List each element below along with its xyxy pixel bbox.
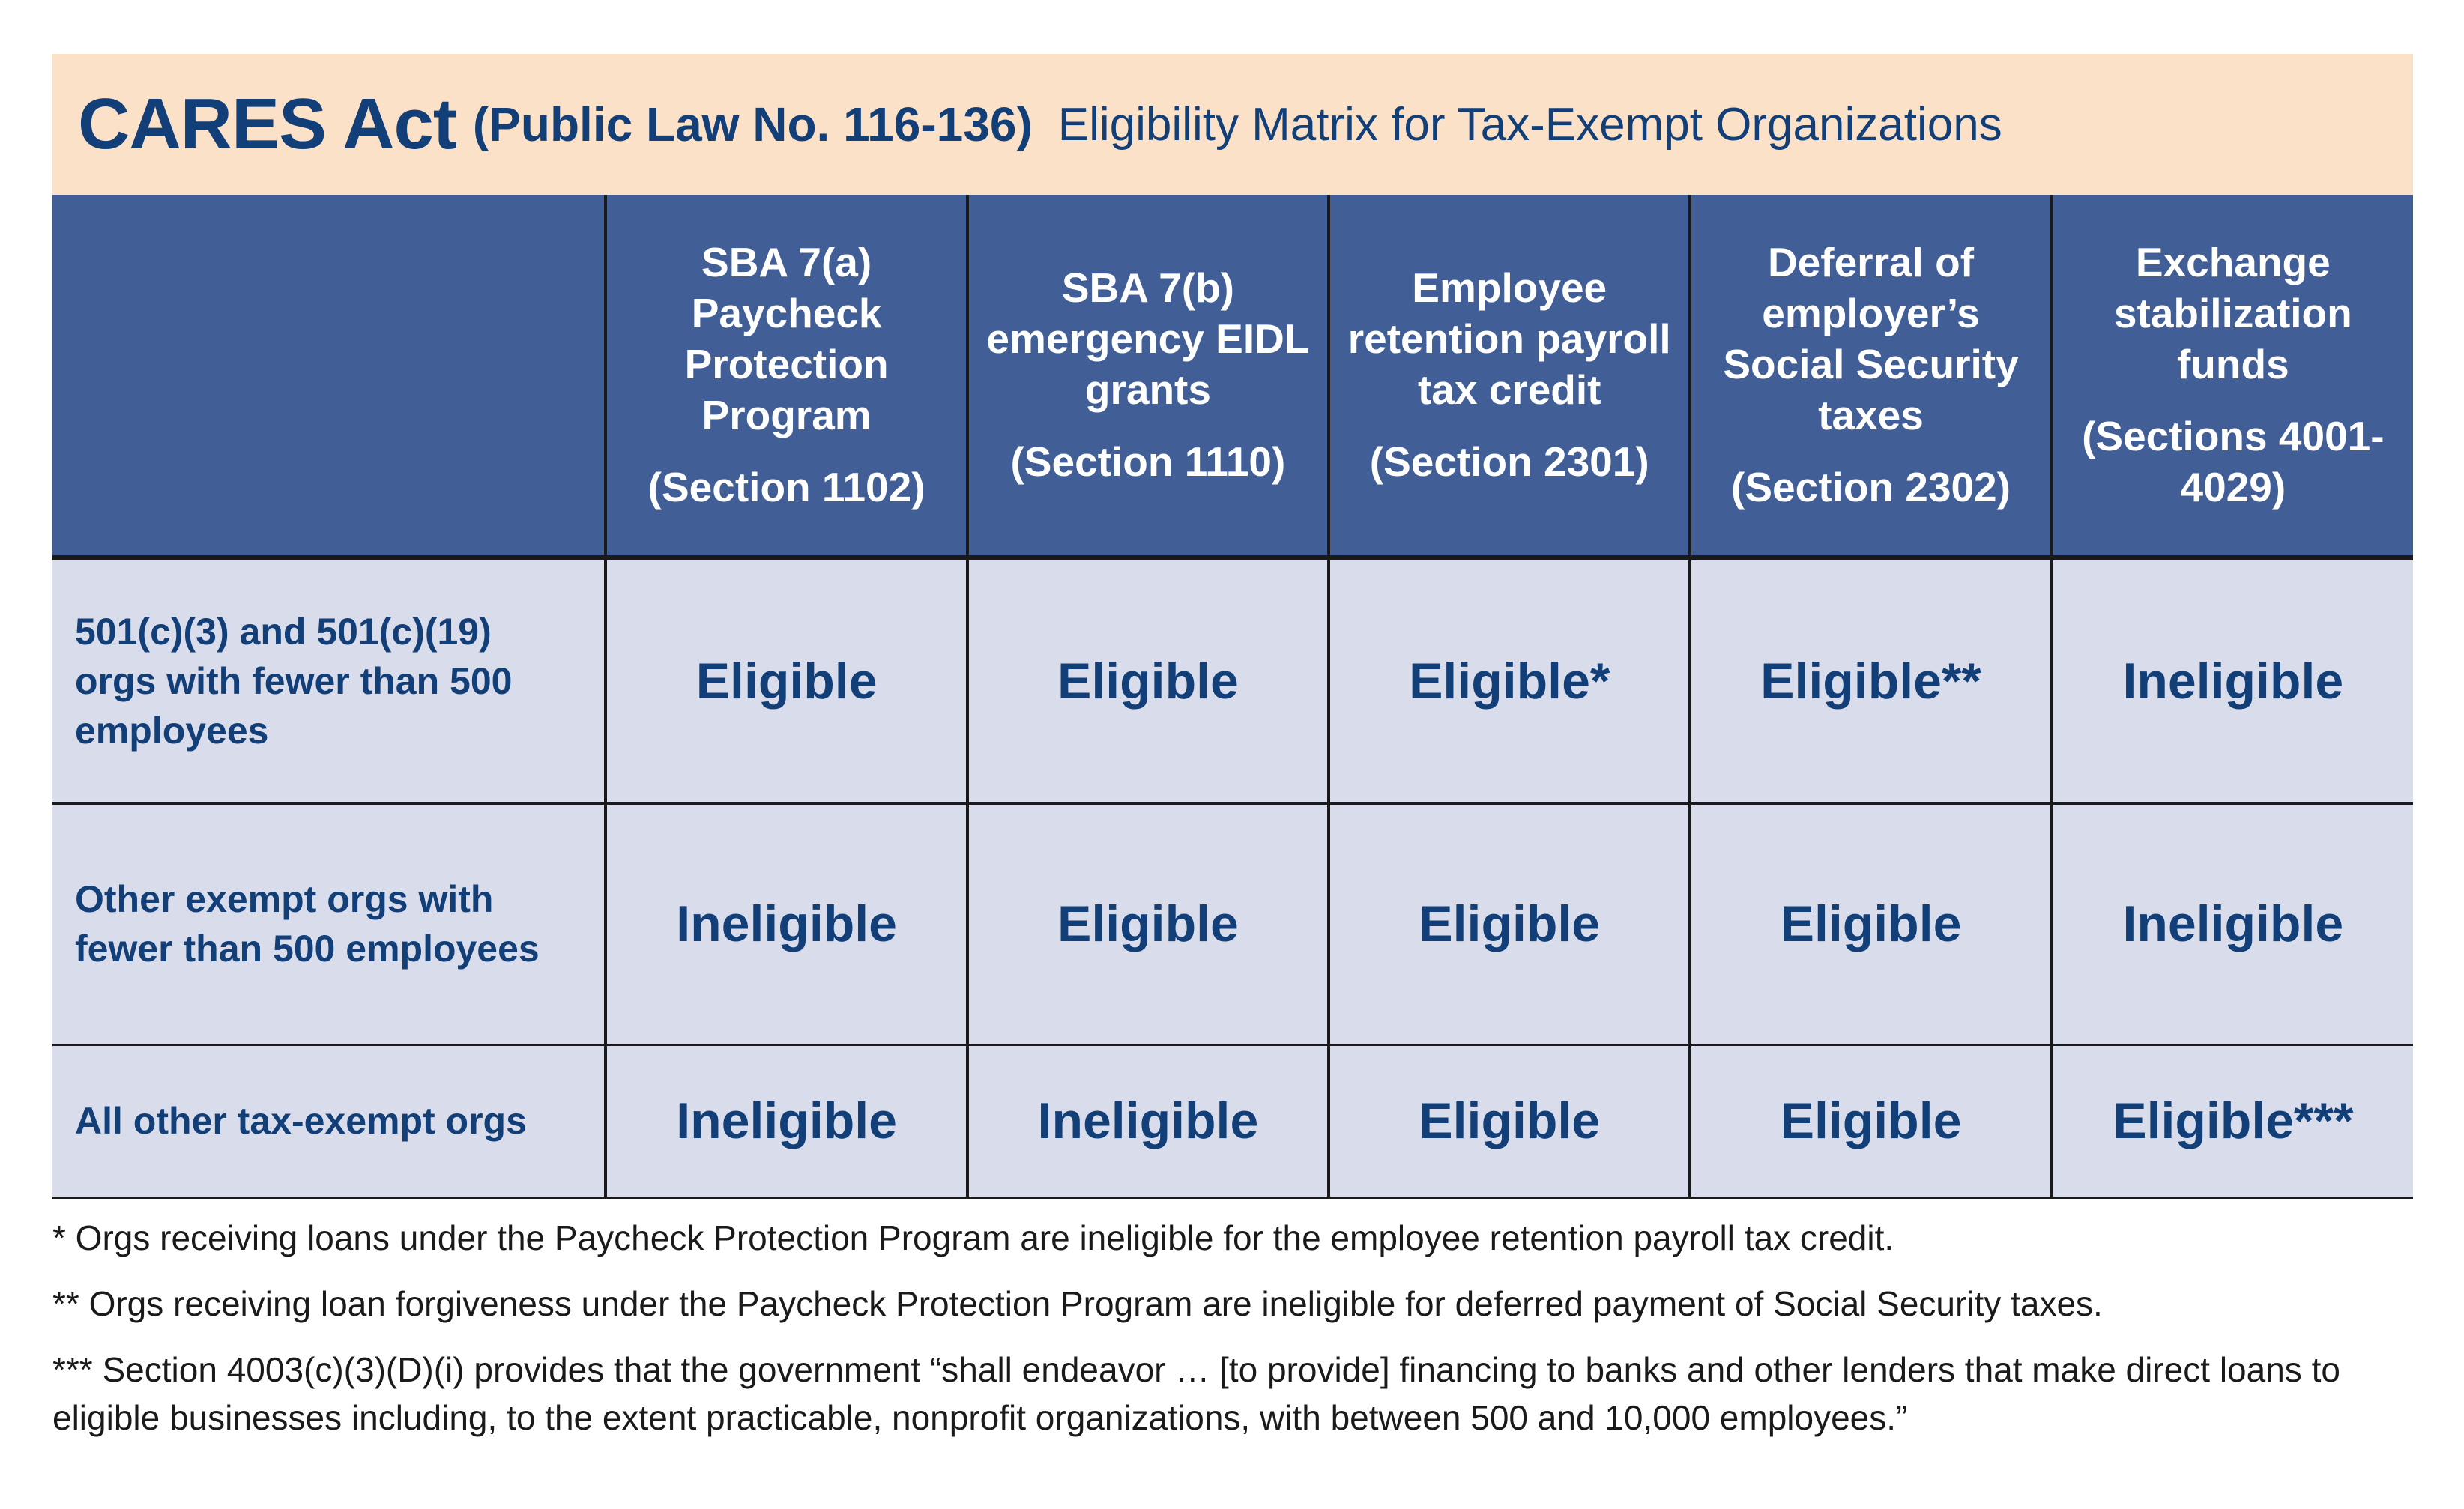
col-label: Employee retention payroll tax credit [1347, 264, 1671, 414]
col-header-retention-credit [1329, 195, 1690, 557]
eligibility-cell: Ineligible [2052, 557, 2413, 803]
header-row [52, 195, 2413, 557]
col-header-eidl [967, 195, 1329, 557]
title-subtitle: Eligibility Matrix for Tax-Exempt Organizations [1057, 98, 2002, 151]
eligibility-cell: Ineligible [606, 1044, 967, 1197]
table-row [52, 803, 2413, 1044]
eligibility-cell: Ineligible [2052, 803, 2413, 1044]
footnotes [52, 1214, 2413, 1460]
eligibility-cell: Eligible [1690, 803, 2051, 1044]
col-label: Exchange stabilization funds [2113, 239, 2352, 388]
col-label: Deferral of employer’s Social Security taxes [1723, 239, 2019, 439]
eligibility-cell: Eligible [967, 803, 1329, 1044]
footnote: *** Section 4003(c)(3)(D)(i) provides that the government “shall endeavor … [to provide] financing to banks and other lenders that make direct loans to eligible businesses including, to the extent practicable, nonprofit organizations, with between 500 and 10,000 employees.” [52, 1350, 2340, 1437]
table-row [52, 557, 2413, 803]
eligibility-cell: Eligible [1329, 803, 1690, 1044]
eligibility-cell: Ineligible [967, 1044, 1329, 1197]
col-section: (Sections 4001-4029) [2082, 413, 2385, 511]
col-section: (Section 1102) [647, 464, 925, 511]
title-main: CARES Act [78, 84, 456, 164]
col-header-exchange-funds [2052, 195, 2413, 557]
footnote: ** Orgs receiving loan forgiveness under the Paycheck Protection Program are ineligible for deferred payment of Social Security taxes. [52, 1284, 2103, 1323]
footnote: * Orgs receiving loans under the Paycheck Protection Program are ineligible for the employee retention payroll tax credit. [52, 1218, 1894, 1257]
header-corner [52, 195, 606, 557]
title-law: (Public Law No. 116-136) [472, 97, 1033, 151]
eligibility-cell: Eligible [1329, 1044, 1690, 1197]
col-label: SBA 7(b) emergency EIDL grants [986, 264, 1310, 414]
eligibility-cell: Eligible* [1329, 557, 1690, 803]
eligibility-cell: Eligible** [1690, 557, 2051, 803]
eligibility-cell: Eligible [606, 557, 967, 803]
title-banner [52, 54, 2413, 195]
col-header-ss-deferral [1690, 195, 2051, 557]
col-header-ppp [606, 195, 967, 557]
row-label: All other tax-exempt orgs [52, 1044, 606, 1197]
eligibility-cell: Eligible [967, 557, 1329, 803]
col-section: (Section 1110) [1010, 438, 1286, 486]
col-section: (Section 2302) [1731, 464, 2011, 511]
eligibility-cell: Ineligible [606, 803, 967, 1044]
eligibility-cell: Eligible [1690, 1044, 2051, 1197]
row-label: Other exempt orgs with fewer than 500 employees [52, 803, 606, 1044]
eligibility-cell: Eligible*** [2052, 1044, 2413, 1197]
row-label: 501(c)(3) and 501(c)(19) orgs with fewer than 500 employees [52, 557, 606, 803]
eligibility-matrix [52, 195, 2413, 1199]
col-section: (Section 2301) [1369, 438, 1649, 486]
col-label: SBA 7(a) Paycheck Protection Program [684, 239, 889, 439]
table-row [52, 1044, 2413, 1197]
